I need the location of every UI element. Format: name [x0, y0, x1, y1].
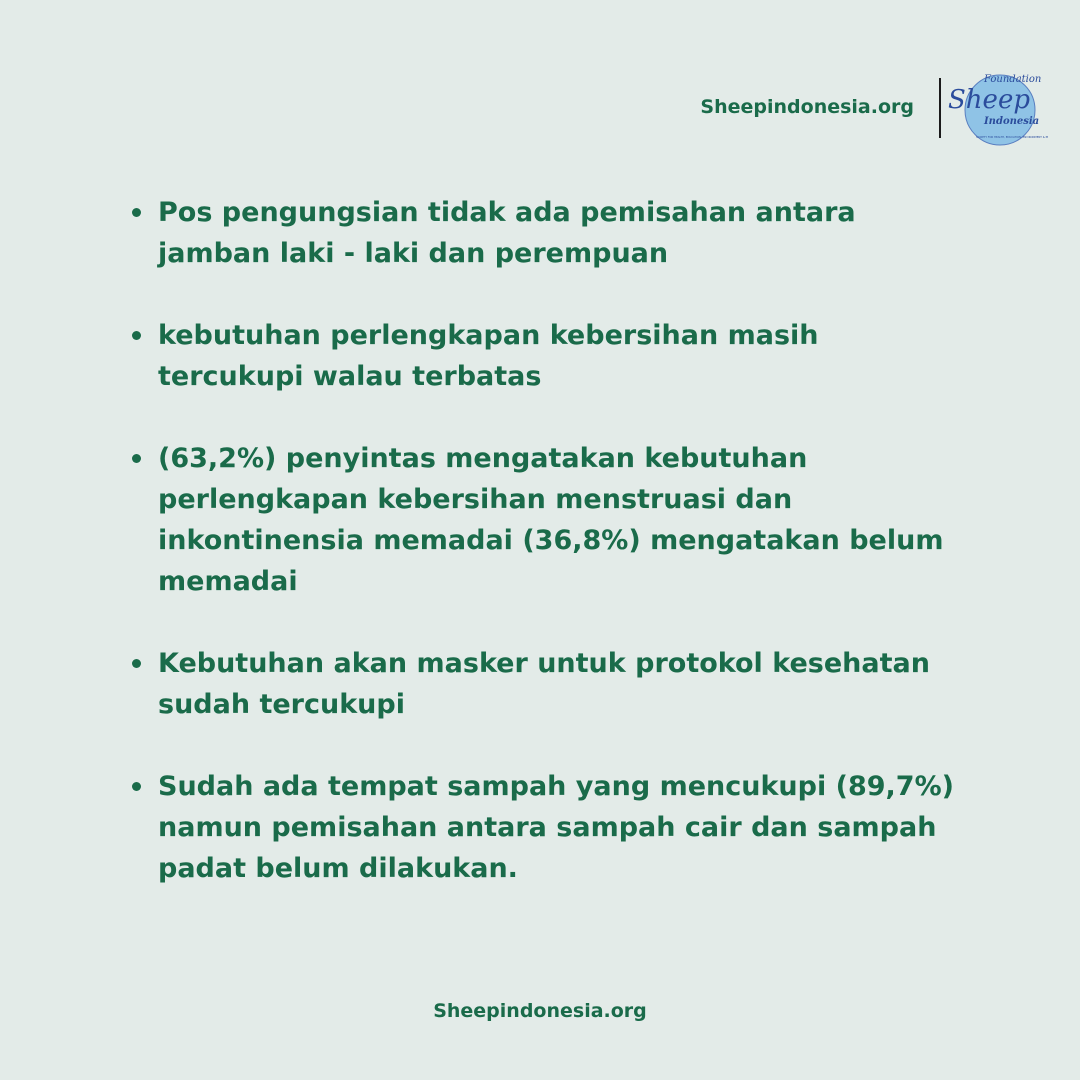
bullet-list	[130, 192, 960, 930]
header-divider	[939, 78, 941, 138]
bullet-dot-icon	[132, 454, 141, 463]
footer-site-link[interactable]: Sheepindonesia.org	[433, 1000, 647, 1022]
bullet-text: (63,2%) penyintas mengatakan kebutuhan perlengkapan kebersihan menstruasi dan inkontinensia memadai (36,8%) mengatakan belum memadai	[158, 443, 944, 597]
bullet-dot-icon	[132, 782, 141, 791]
bullet-text: kebutuhan perlengkapan kebersihan masih tercukupi walau terbatas	[158, 320, 819, 392]
logo	[946, 72, 1048, 148]
bullet-item	[130, 643, 960, 725]
bullet-dot-icon	[132, 659, 141, 668]
bullet-item	[130, 766, 960, 889]
bullet-text: Kebutuhan akan masker untuk protokol kesehatan sudah tercukupi	[158, 648, 930, 720]
bullet-dot-icon	[132, 331, 141, 340]
header-site-link[interactable]: Sheepindonesia.org	[700, 96, 914, 118]
bullet-text: Pos pengungsian tidak ada pemisahan antara jamban laki - laki dan perempuan	[158, 197, 856, 269]
sheep-foundation-logo-icon	[946, 72, 1048, 148]
logo-subtext: Indonesia	[984, 116, 1040, 127]
logo-ring-text: SOCIETY FOR HEALTH, EDUCATION, ENVIRONMENT & PEACE	[976, 136, 1048, 139]
bullet-item	[130, 192, 960, 274]
bullet-item	[130, 438, 960, 602]
logo-text: Sheep	[948, 85, 1030, 115]
bullet-text: Sudah ada tempat sampah yang mencukupi (89,7%) namun pemisahan antara sampah cair dan sampah padat belum dilakukan.	[158, 771, 954, 884]
bullet-item	[130, 315, 960, 397]
bullet-dot-icon	[132, 208, 141, 217]
logo-arc-text: Foundation	[984, 74, 1042, 85]
